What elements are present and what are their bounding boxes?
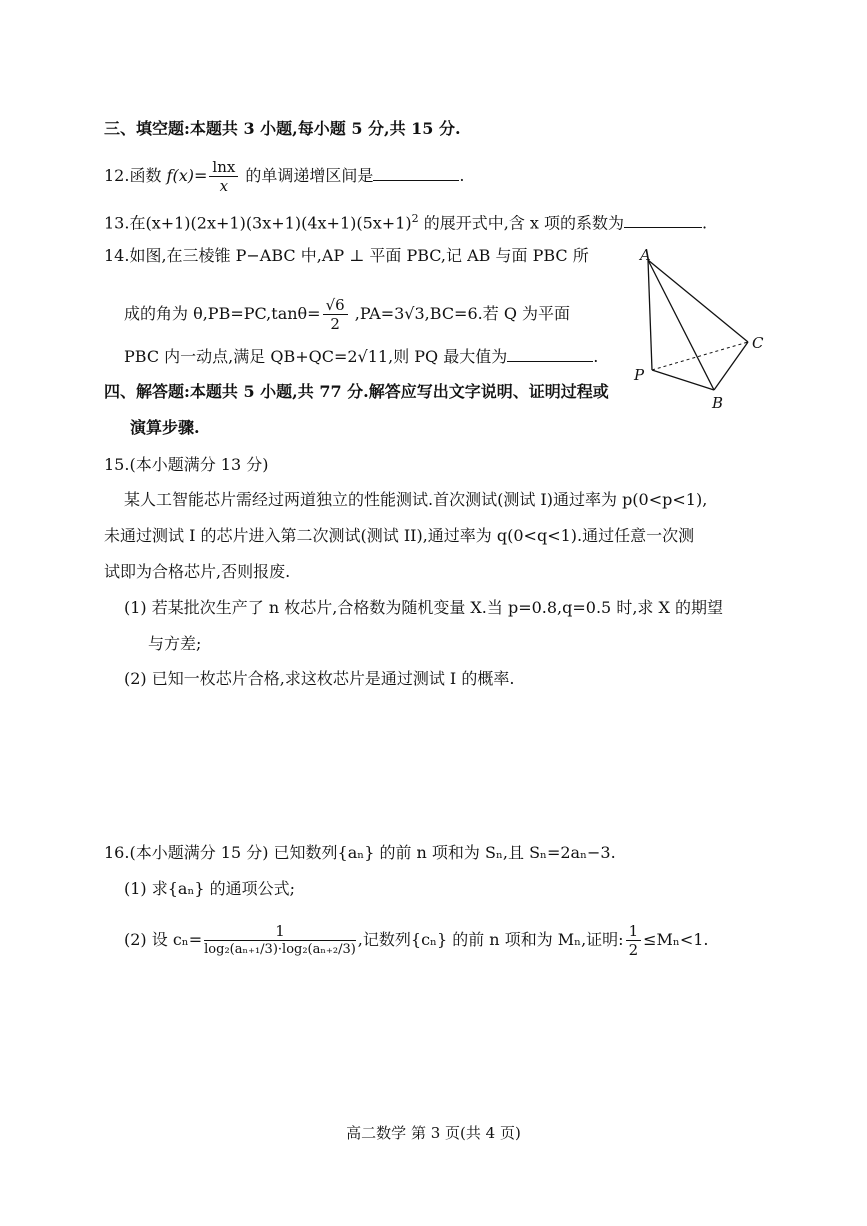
q14-line3 [124, 346, 598, 368]
section4-heading-line1: 四、解答题:本题共 5 小题,共 77 分.解答应写出文字说明、证明过程或 [104, 382, 609, 401]
q12-answer-blank[interactable] [373, 166, 459, 181]
q12-num: lnx [209, 158, 238, 177]
q16-sub2 [124, 922, 709, 959]
edge-ab [648, 260, 714, 390]
q12-pre: 12.函数 [104, 166, 167, 185]
tetrahedron-figure [628, 240, 768, 420]
q15-para-line2: 未通过测试 I 的芯片进入第二次测试(测试 II),通过率为 q(0<q<1).通过任意一次测 [104, 526, 695, 545]
q16-sub2-post: ≤Mₙ<1. [643, 930, 709, 949]
q13-exponent: 2 [411, 212, 419, 225]
page-footer: 高二数学 第 3 页(共 4 页) [346, 1124, 521, 1142]
q16-header: 16.(本小题满分 15 分) 已知数列{aₙ} 的前 n 项和为 Sₙ,且 Sₙ=2aₙ−3. [104, 843, 616, 862]
q15-para-line3: 试即为合格芯片,否则报废. [104, 562, 291, 581]
q13-end: . [702, 213, 708, 233]
q16-sub1: (1) 求{aₙ} 的通项公式; [124, 879, 296, 898]
q14-line2 [124, 296, 570, 333]
q16-cn-den: log₂(aₙ₊₁/3)·log₂(aₙ₊₂/3) [204, 942, 356, 957]
q14-line2a: 成的角为 θ,PB=PC,tanθ= [124, 304, 321, 323]
q16-sub2-mid: ,记数列{cₙ} 的前 n 项和为 Mₙ,证明: [357, 930, 624, 949]
q15-sub2: (2) 已知一枚芯片合格,求这枚芯片是通过测试 I 的概率. [124, 669, 515, 688]
q12-fraction [209, 158, 238, 195]
q12-end: . [459, 166, 465, 185]
q14-line3a: PBC 内一动点,满足 QB+QC=2√11,则 PQ 最大值为 [124, 347, 508, 366]
edge-ap [648, 260, 652, 370]
q16-half-den: 2 [628, 941, 639, 959]
q16-cn-fraction [204, 922, 356, 959]
q15-sub1-line1: (1) 若某批次生产了 n 枚芯片,合格数为随机变量 X.当 p=0.8,q=0.5 时,求 X 的期望 [124, 598, 723, 617]
q13-answer-blank[interactable] [624, 213, 702, 228]
edge-ac [648, 260, 748, 342]
label-c: C [752, 334, 764, 352]
q16-half-fraction [626, 922, 642, 959]
q14-answer-blank[interactable] [507, 347, 593, 362]
q15-header: 15.(本小题满分 13 分) [104, 455, 269, 474]
q13-post: 的展开式中,含 x 项的系数为 [418, 213, 625, 233]
question-13 [104, 208, 707, 234]
label-p: P [634, 366, 645, 384]
q14-tan-fraction [323, 296, 348, 333]
section3-heading: 三、填空题:本题共 3 小题,每小题 5 分,共 15 分. [104, 119, 461, 138]
question-12 [104, 158, 465, 195]
edge-pc-hidden [652, 342, 748, 370]
section4-heading-line2: 演算步骤. [130, 418, 200, 437]
q15-para-line1: 某人工智能芯片需经过两道独立的性能测试.首次测试(测试 I)通过率为 p(0<p<1), [124, 490, 708, 509]
q14-line1: 14.如图,在三棱锥 P−ABC 中,AP ⊥ 平面 PBC,记 AB 与面 PBC 所 [104, 246, 589, 265]
q12-den: x [219, 177, 229, 195]
label-a: A [640, 246, 651, 264]
q14-end: . [593, 347, 599, 366]
q12-fx: f(x)= [166, 166, 208, 185]
q16-sub2-pre: (2) 设 cₙ= [124, 930, 203, 949]
q14-line2b: ,PA=3√3,BC=6.若 Q 为平面 [349, 304, 571, 323]
q12-post: 的单调递增区间是 [240, 166, 374, 185]
q13-text: 13.在(x+1)(2x+1)(3x+1)(4x+1)(5x+1) [104, 213, 412, 233]
label-b: B [712, 394, 724, 412]
q16-half-num: 1 [626, 922, 642, 941]
edge-bc [714, 342, 748, 390]
q14-tan-num: √6 [323, 296, 348, 315]
q14-tan-den: 2 [330, 315, 340, 333]
q15-sub1-line2: 与方差; [148, 634, 202, 653]
q16-cn-num: 1 [204, 922, 356, 941]
